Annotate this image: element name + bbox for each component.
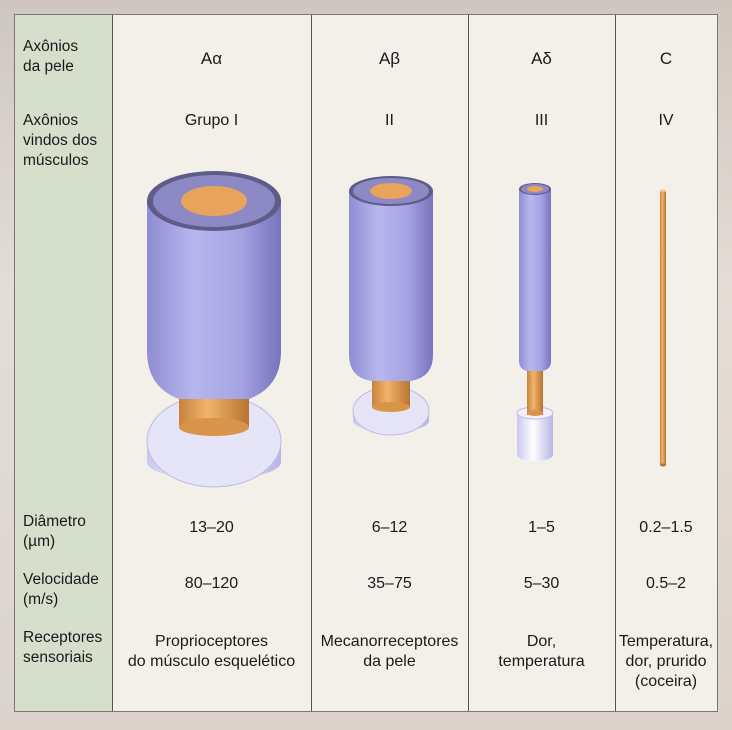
fiber-a-alpha-illustration xyxy=(147,171,281,487)
fiber-c-illustration xyxy=(660,190,666,467)
row-label-muscle-axons: Axônios vindos dos músculos xyxy=(23,112,98,169)
muscle-group-3: III xyxy=(534,112,549,129)
diameter-a-delta: 1–5 xyxy=(528,519,555,536)
row-label-receptors: Receptores sensoriais xyxy=(23,629,103,666)
receptors-c: Temperatura, dor, prurido (coceira) xyxy=(618,633,714,690)
receptors-a-beta: Mecanorreceptores da pele xyxy=(320,633,459,670)
fiber-a-delta-illustration xyxy=(517,183,553,461)
fiber-illustrations xyxy=(15,15,717,711)
fiber-a-beta-illustration xyxy=(349,176,433,435)
skin-class-c: C xyxy=(659,49,673,68)
velocity-a-beta: 35–75 xyxy=(367,575,412,592)
nerve-fiber-classification-table xyxy=(14,14,718,712)
muscle-group-2: II xyxy=(385,112,394,129)
velocity-a-delta: 5–30 xyxy=(523,575,560,592)
muscle-group-4: IV xyxy=(658,112,674,129)
diameter-c: 0.2–1.5 xyxy=(639,519,693,536)
muscle-group-1: Grupo I xyxy=(184,112,239,129)
row-label-skin-axons: Axônios da pele xyxy=(23,38,79,75)
row-label-velocity: Velocidade (m/s) xyxy=(23,571,99,608)
skin-class-a-alpha: Aα xyxy=(200,49,223,68)
diameter-a-alpha: 13–20 xyxy=(189,519,234,536)
row-label-diameter: Diâmetro (µm) xyxy=(23,513,86,550)
diameter-a-beta: 6–12 xyxy=(371,519,408,536)
velocity-a-alpha: 80–120 xyxy=(184,575,239,592)
velocity-c: 0.5–2 xyxy=(645,575,687,592)
receptors-a-alpha: Proprioceptores do músculo esquelético xyxy=(127,633,296,670)
skin-class-a-delta: Aδ xyxy=(531,49,552,68)
receptors-a-delta: Dor, temperatura xyxy=(498,633,585,670)
skin-class-a-beta: Aβ xyxy=(378,49,401,68)
